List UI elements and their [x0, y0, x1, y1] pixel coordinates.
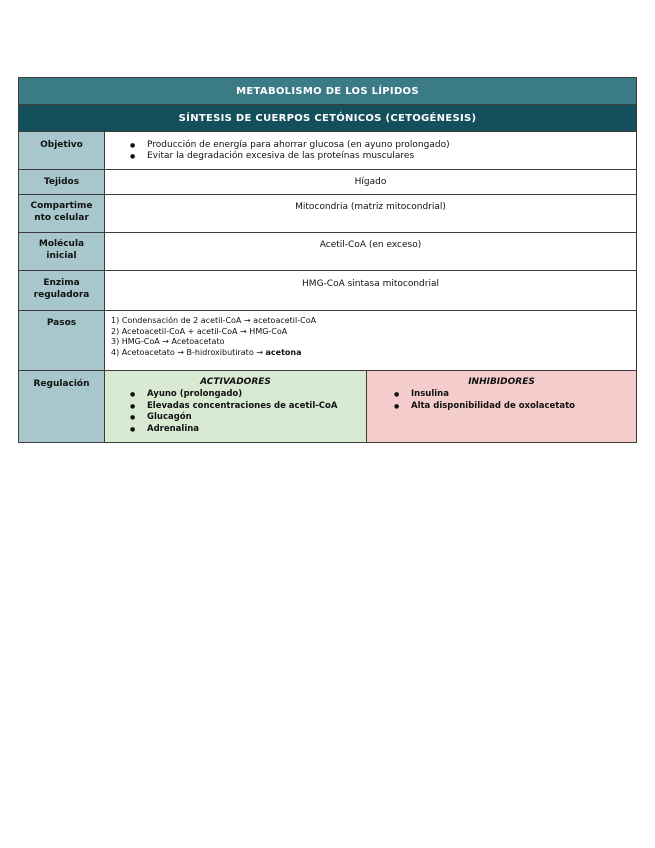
row-label-tejidos: Tejidos: [19, 170, 105, 195]
table-subtitle: SÍNTESIS DE CUERPOS CETÓNICOS (CETOGÉNESIS): [19, 105, 637, 132]
activators-cell: [105, 371, 367, 443]
row-compartimento: [19, 195, 637, 233]
inhibitor-item: ● Insulina: [411, 389, 636, 401]
lipid-metabolism-table: [18, 77, 637, 443]
row-label-objetivo: Objetivo: [19, 132, 105, 170]
step-item: 2) Acetoacetil-CoA + acetil-CoA → HMG-CoA: [111, 326, 288, 336]
inhibitors-title: INHIBIDORES: [468, 377, 535, 387]
step-item: 1) Condensación de 2 acetil-CoA → acetoacetil-CoA: [111, 316, 317, 325]
compartimento-value: Mitocondria (matriz mitocondrial): [105, 195, 637, 233]
row-molecula: [19, 233, 637, 271]
row-label-pasos: Pasos: [19, 311, 105, 371]
step-item: 3) HMG-CoA → Acetoacetato: [111, 337, 225, 346]
activators-list: [105, 389, 366, 435]
objetivo-list: [105, 140, 636, 162]
row-regulacion: [19, 371, 637, 443]
row-label-enzima: Enzima reguladora: [19, 271, 105, 311]
activator-item: ● Glucagón: [147, 412, 366, 424]
tejidos-value: Hígado: [105, 170, 637, 195]
objetivo-cell: [105, 132, 637, 170]
step4-product: acetona: [265, 347, 302, 357]
document-sheet: [18, 77, 636, 443]
molecula-value: Acetil-CoA (en exceso): [105, 233, 637, 271]
objetivo-item: ● Evitar la degradación excesiva de las proteínas musculares: [147, 151, 636, 162]
row-enzima: [19, 271, 637, 311]
inhibitor-item: ● Alta disponibilidad de oxolacetato: [411, 401, 636, 413]
row-label-molecula: Molécula inicial: [19, 233, 105, 271]
row-tejidos: [19, 170, 637, 195]
row-label-compartimento: Compartime nto celular: [19, 195, 105, 233]
row-objetivo: [19, 132, 637, 170]
step-item: [111, 348, 630, 359]
row-label-regulacion: Regulación: [19, 371, 105, 443]
activator-item: ● Adrenalina: [147, 424, 366, 436]
table-title: METABOLISMO DE LOS LÍPIDOS: [19, 78, 637, 105]
inhibitors-cell: [367, 371, 637, 443]
activators-title: ACTIVADORES: [200, 377, 271, 387]
enzima-value: HMG-CoA sintasa mitocondrial: [105, 271, 637, 311]
pasos-cell: [105, 311, 637, 371]
activator-item: ● Elevadas concentraciones de acetil-CoA: [147, 401, 366, 413]
step4-text: 4) Acetoacetato → B-hidroxibutirato →: [111, 347, 266, 357]
objetivo-item: ● Producción de energía para ahorrar glucosa (en ayuno prolongado): [147, 140, 636, 151]
inhibitors-list: [367, 389, 636, 412]
row-pasos: [19, 311, 637, 371]
activator-item: ● Ayuno (prolongado): [147, 389, 366, 401]
